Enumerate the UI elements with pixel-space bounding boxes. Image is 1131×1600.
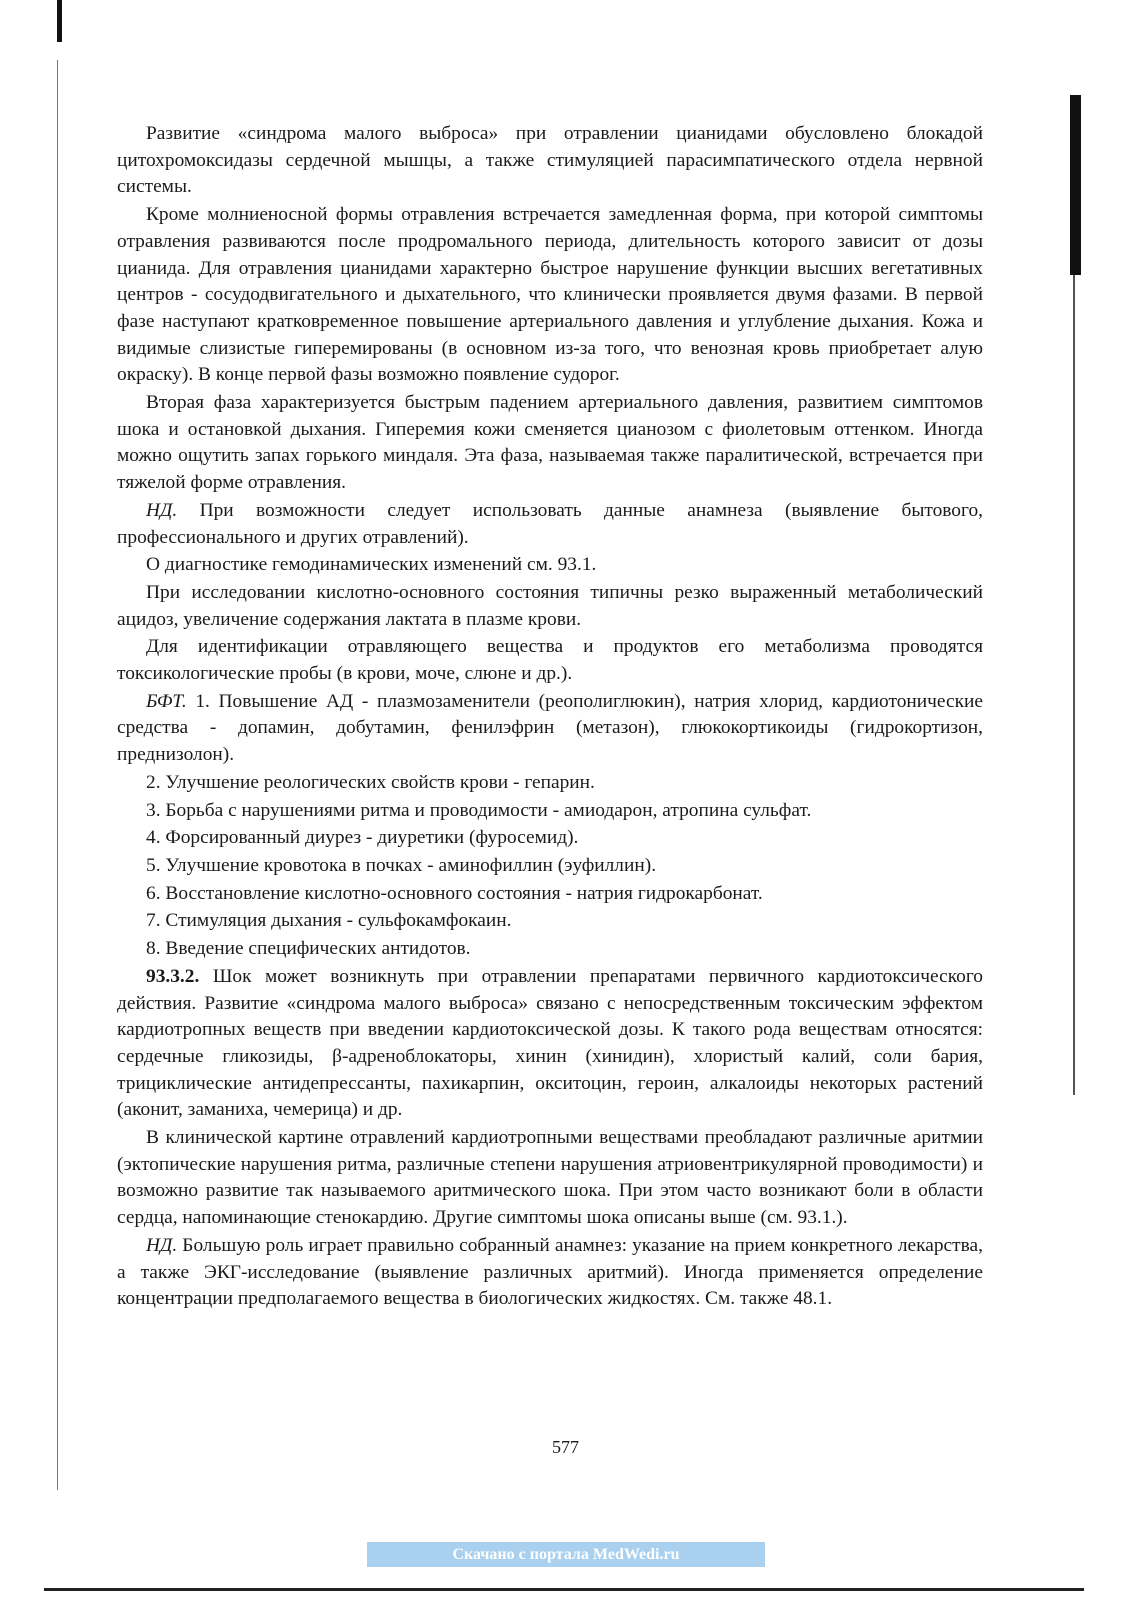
paragraph: В клинической картине отравлений кардиотропными веществами преобладают различные аритмии (эктопические нарушения ритма, различные степени нарушения атриовентрикулярной проводимости) и возможно развитие так называемого аритмического шока. При этом часто возникают боли в области сердца, напоминающие стенокардию. Другие симптомы шока описаны выше (см. 93.1.). — [117, 1127, 983, 1229]
paragraph-lead: НД. — [146, 1234, 178, 1256]
section-number: 93.3.2. — [146, 965, 200, 987]
list-item: 3. Борьба с нарушениями ритма и проводимости - амиодарон, атропина сульфат. — [146, 799, 812, 821]
list-item: 8. Введение специфических антидотов. — [146, 938, 471, 960]
list-item: 2. Улучшение реологических свойств крови - гепарин. — [146, 771, 595, 793]
list-item: 7. Стимуляция дыхания - сульфокамфокаин. — [146, 910, 512, 932]
scan-mark-right-line — [1073, 275, 1075, 1095]
paragraph: О диагностике гемодинамических изменений см. 93.1. — [146, 554, 597, 576]
paragraph: При исследовании кислотно-основного состояния типичны резко выраженный метаболический ацидоз, увеличение содержания лактата в плазме крови. — [117, 581, 983, 630]
list-item: 5. Улучшение кровотока в почках - аминофиллин (эуфиллин). — [146, 854, 657, 876]
section-body: Шок может возникнуть при отравлении препаратами первичного кардиотоксического действия. Развитие «синдрома малого выброса» связано с непосредственным токсическим эффектом кардиотропных веществ при введении кардиотоксической дозы. К такого рода веществам относятся: сердечные гликозиды, β-адреноблокаторы, хинин (хинидин), хлористый калий, соли бария, трициклические антидепрессанты, пахикарпин, окситоцин, героин, алкалоиды некоторых растений (аконит, заманиха, чемерица) и др. — [117, 965, 983, 1121]
paragraph — [117, 1233, 983, 1313]
download-banner[interactable]: Скачано с портала MedWedi.ru — [367, 1542, 765, 1567]
paragraph-body: 1. Повышение АД - плазмозаменители (реополиглюкин), натрия хлорид, кардиотонические средства - допамин, добутамин, фенилэфрин (метазон), глюкокортикоиды (гидрокортизон, преднизолон). — [117, 690, 983, 766]
paragraph: Кроме молниеносной формы отравления встречается замедленная форма, при которой симптомы отравления развиваются после продромального периода, длительность которого зависит от дозы цианида. Для отравления цианидами характерно быстрое нарушение функции высших вегетативных центров - сосудодвигательного и дыхательного, что клинически проявляется двумя фазами. В первой фазе наступают кратковременное повышение артериального давления и углубление дыхания. Кожа и видимые слизистые гиперемированы (в основном из-за того, что венозная кровь приобретает алую окраску). В конце первой фазы возможно появление судорог. — [117, 204, 983, 386]
paragraph: Развитие «синдрома малого выброса» при отравлении цианидами обусловлено блокадой цитохромоксидазы сердечной мышцы, а также стимуляцией парасимпатического отдела нервной системы. — [117, 123, 983, 198]
paragraph: Вторая фаза характеризуется быстрым падением артериального давления, развитием симптомов шока и остановкой дыхания. Гиперемия кожи сменяется цианозом с фиолетовым оттенком. Иногда можно ощутить запах горького миндаля. Эта фаза, называемая также паралитической, встречается при тяжелой форме отравления. — [117, 392, 983, 494]
page-number: 577 — [552, 1437, 579, 1457]
section-paragraph — [117, 964, 983, 1124]
scan-mark-bottom-line — [44, 1588, 1084, 1591]
scan-mark-right-bar — [1070, 95, 1081, 275]
paragraph: Для идентификации отравляющего вещества и продуктов его метаболизма проводятся токсикологические пробы (в крови, моче, слюне и др.). — [117, 636, 983, 685]
paragraph — [117, 498, 983, 551]
list-item: 6. Восстановление кислотно-основного состояния - натрия гидрокарбонат. — [146, 882, 763, 904]
paragraph-body: При возможности следует использовать данные анамнеза (выявление бытового, профессионального и других отравлений). — [117, 499, 983, 548]
list-item: 4. Форсированный диурез - диуретики (фуросемид). — [146, 827, 579, 849]
page-text — [117, 121, 983, 1313]
scan-mark-top-left — [57, 0, 62, 42]
paragraph-lead: НД. — [146, 499, 178, 521]
paragraph — [117, 689, 983, 769]
paragraph-body: Большую роль играет правильно собранный анамнез: указание на прием конкретного лекарства, а также ЭКГ-исследование (выявление различных аритмий). Иногда применяется определение концентрации предполагаемого вещества в биологических жидкостях. См. также 48.1. — [117, 1234, 983, 1310]
paragraph-lead: БФТ. — [146, 690, 187, 712]
scan-mark-left-line — [57, 60, 58, 1490]
